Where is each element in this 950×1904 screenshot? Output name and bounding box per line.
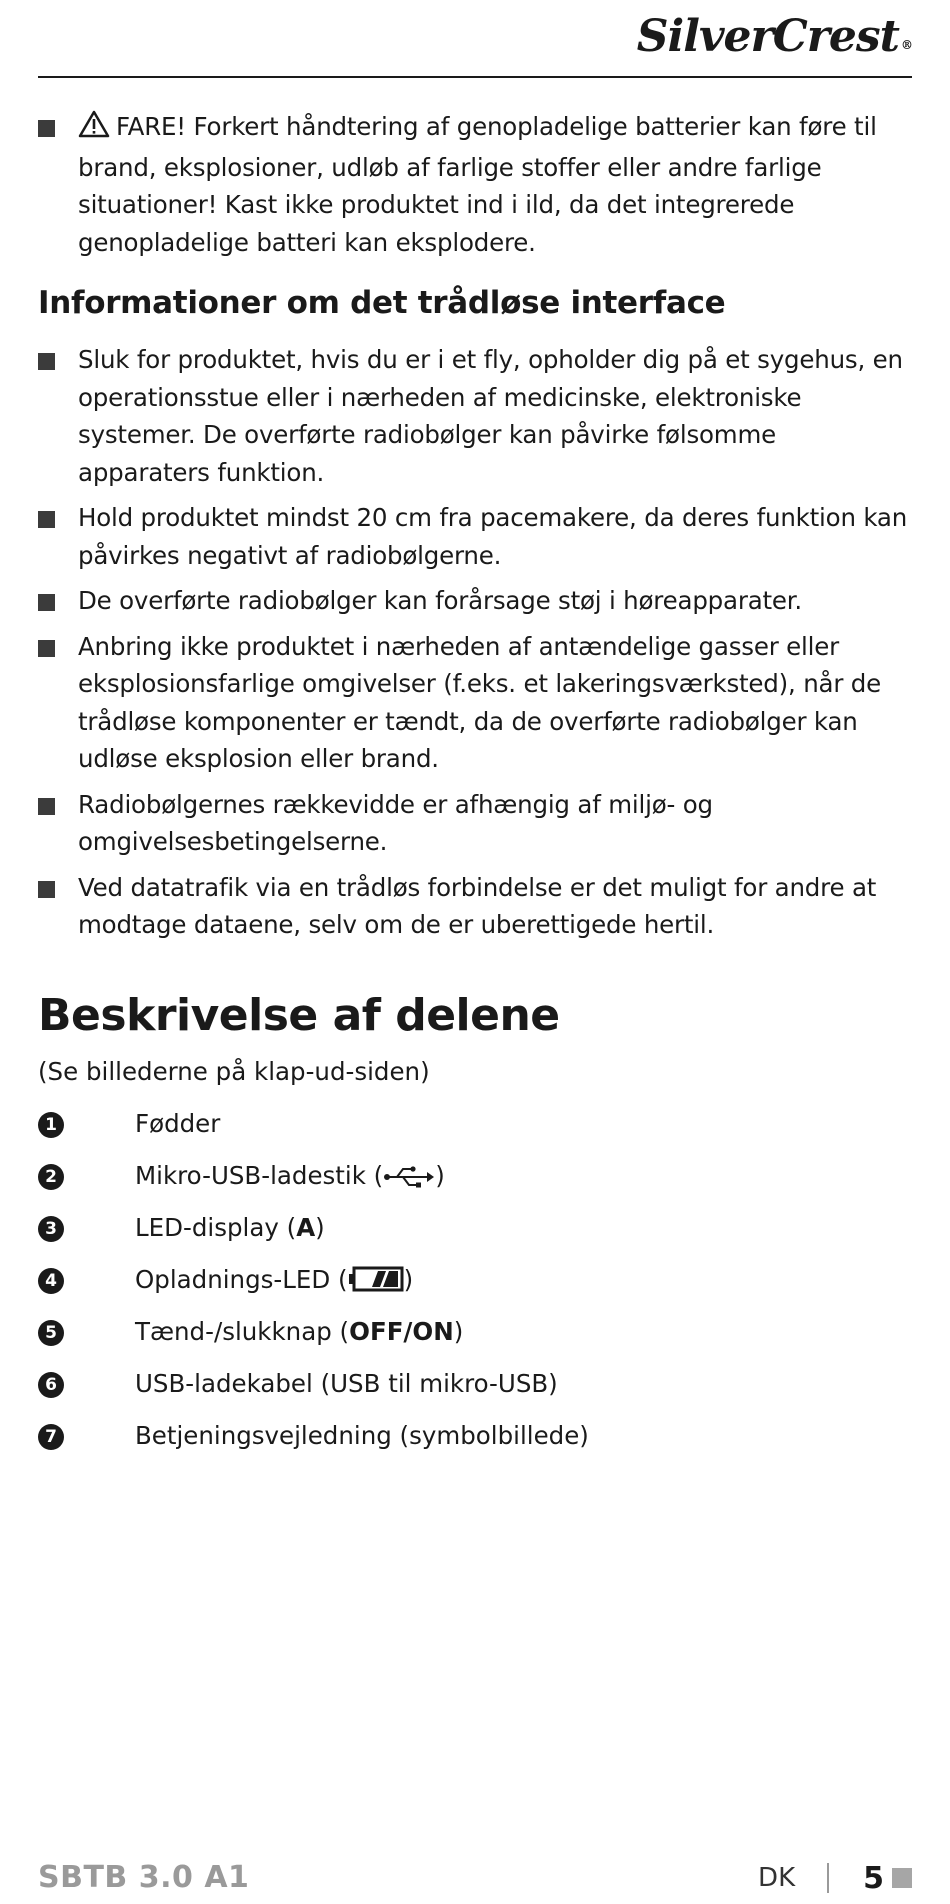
- part-item: [38, 1416, 912, 1468]
- bullet-square-icon: [38, 640, 55, 657]
- part-label: [135, 1156, 445, 1200]
- wireless-heading: Informationer om det trådløse interface: [38, 285, 726, 321]
- list-item-text: Radiobølgernes rækkevidde er afhængig af miljø- og omgivelsesbetingelserne.: [78, 789, 713, 856]
- part-item: [38, 1364, 912, 1416]
- part-label-text: USB-ladekabel (USB til mikro-USB): [135, 1368, 558, 1398]
- brand-logo: [637, 8, 912, 66]
- list-item: [38, 628, 912, 778]
- part-label: [135, 1364, 558, 1404]
- part-number-badge: 7: [38, 1424, 64, 1450]
- bullet-square-icon: [38, 798, 55, 815]
- part-label-suffix: ): [403, 1264, 414, 1294]
- warning-bullet: [38, 108, 912, 261]
- wireless-list: [38, 341, 912, 944]
- page-square-icon: [892, 1868, 912, 1888]
- bullet-square-icon: [38, 353, 55, 370]
- list-item: [38, 582, 912, 620]
- part-label-bold: OFF/ON: [349, 1316, 454, 1346]
- footer-page-info: [758, 1855, 912, 1901]
- bullet-square-icon: [38, 594, 55, 611]
- part-label-text: Mikro-USB-ladestik (: [135, 1160, 384, 1190]
- parts-list: [38, 1104, 912, 1468]
- part-label-suffix: ): [435, 1160, 445, 1190]
- language-code: DK: [758, 1863, 796, 1893]
- page-number: 5: [863, 1860, 884, 1896]
- part-label: [135, 1312, 463, 1352]
- page-footer: [38, 1855, 912, 1901]
- part-label: [135, 1104, 220, 1144]
- part-number-badge: 6: [38, 1372, 64, 1398]
- part-label-text: Fødder: [135, 1108, 221, 1138]
- part-label-bold: A: [296, 1212, 316, 1242]
- warning-triangle-icon: [78, 110, 110, 149]
- part-label-suffix: ): [315, 1212, 325, 1242]
- list-item: [38, 499, 912, 574]
- part-item: [38, 1156, 912, 1208]
- part-number-badge: 3: [38, 1216, 64, 1242]
- brand-name: SilverCrest: [636, 11, 899, 62]
- list-item-text: De overførte radiobølger kan forårsage støj i høreapparater.: [78, 586, 803, 615]
- bullet-square-icon: [38, 120, 55, 137]
- part-label-text: Opladnings-LED (: [135, 1264, 348, 1294]
- warning-text: FARE! Forkert håndtering af genopladelige batterier kan føre til brand, eksplosioner, udløb af farlige stoffer eller andre farlige situationer! Kast ikke produktet ind i ild, da det integrerede genopladelige batteri kan eksplodere.: [78, 112, 877, 257]
- list-item: [38, 341, 912, 491]
- part-number-badge: 5: [38, 1320, 64, 1346]
- part-label: [135, 1416, 589, 1456]
- parts-note: (Se billederne på klap-ud-siden): [38, 1056, 430, 1086]
- parts-title: Beskrivelse af delene: [38, 989, 560, 1041]
- bullet-square-icon: [38, 511, 55, 528]
- part-item: [38, 1104, 912, 1156]
- list-item-text: Ved datatrafik via en trådløs forbindelse er det muligt for andre at modtage dataene, selv om de er uberettigede hertil.: [78, 872, 877, 939]
- list-item-text: Anbring ikke produktet i nærheden af antændelige gasser eller eksplosionsfarlige omgivelser (f.eks. et lakeringsværksted), når de trådløse komponenter er tændt, da de overførte radiobølger kan udløse eksplosion eller brand.: [78, 631, 882, 773]
- list-item-text: Hold produktet mindst 20 cm fra pacemakere, da deres funktion kan påvirkes negativt af radiobølgerne.: [78, 503, 908, 570]
- part-number-badge: 4: [38, 1268, 64, 1294]
- part-item: [38, 1260, 912, 1312]
- registered-mark: ®: [901, 38, 912, 52]
- part-label-suffix: ): [453, 1316, 464, 1346]
- part-label: [135, 1208, 325, 1248]
- part-number-badge: 2: [38, 1164, 64, 1190]
- part-label-text: Betjeningsvejledning (symbolbillede): [135, 1420, 589, 1450]
- model-number: SBTB 3.0 A1: [38, 1860, 250, 1895]
- warning-list: [38, 108, 912, 261]
- part-label-text: Tænd-/slukknap (: [135, 1316, 350, 1346]
- footer-divider: [827, 1863, 829, 1893]
- usb-icon: [383, 1160, 435, 1200]
- part-label: [135, 1260, 413, 1304]
- list-item: [38, 786, 912, 861]
- part-item: [38, 1208, 912, 1260]
- part-item: [38, 1312, 912, 1364]
- part-number-badge: 1: [38, 1112, 64, 1138]
- part-label-text: LED-display (: [135, 1212, 297, 1242]
- battery-icon: [348, 1264, 404, 1304]
- page-content: [38, 108, 912, 1468]
- list-item: [38, 869, 912, 944]
- list-item-text: Sluk for produktet, hvis du er i et fly, opholder dig på et sygehus, en operationsstue eller i nærheden af medicinske, elektroniske systemer. De overførte radiobølger kan påvirke følsomme apparaters funktion.: [78, 345, 903, 487]
- bullet-square-icon: [38, 881, 55, 898]
- page-header: [38, 0, 912, 78]
